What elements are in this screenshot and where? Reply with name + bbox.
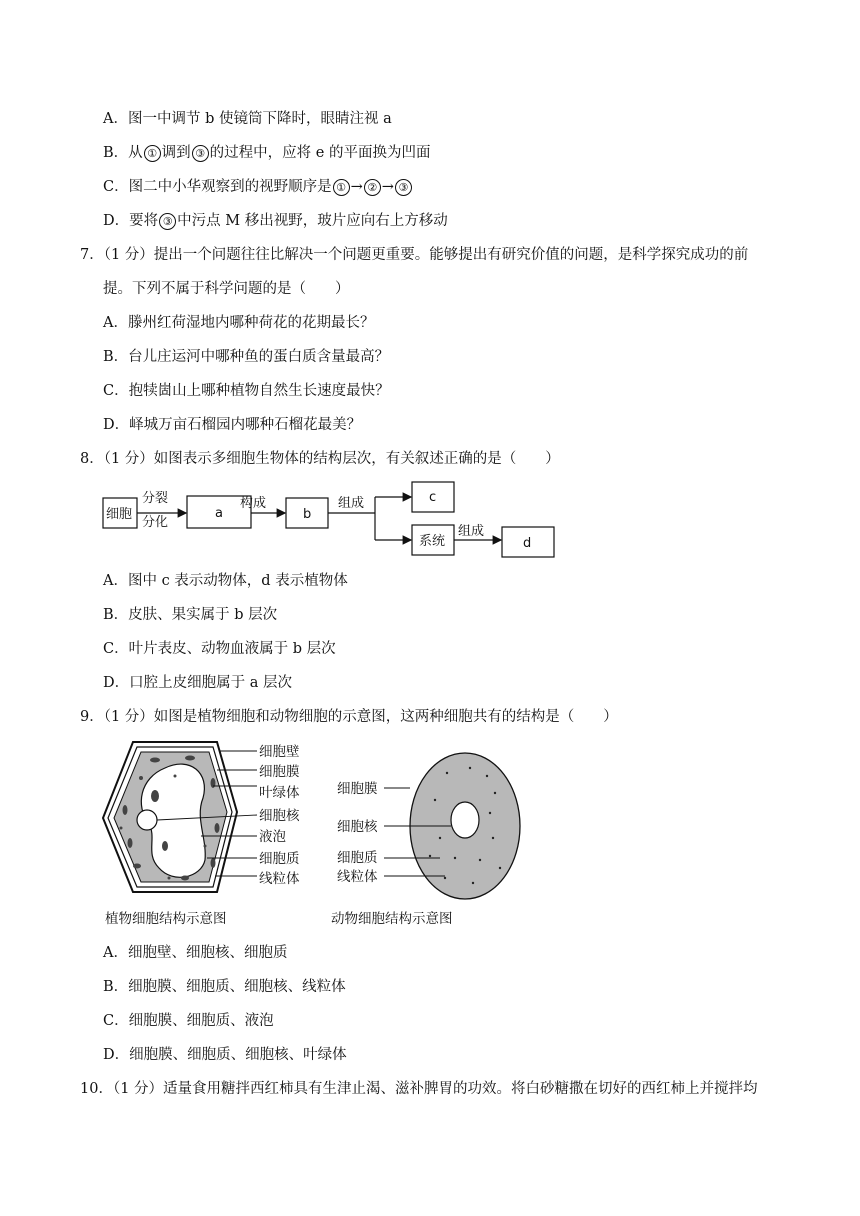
label-b: b <box>303 507 312 522</box>
q6-d-text: 中污点 M 移出视野，玻片应向右上方移动 <box>177 213 448 229</box>
label-divide: 分裂 <box>142 491 169 506</box>
q7-stem-cont: 提。下列不属于科学问题的是（ ） <box>103 281 350 297</box>
animal-caption: 动物细胞结构示意图 <box>331 911 453 927</box>
q8-option-a: A．图中 c 表示动物体，d 表示植物体 <box>103 573 348 589</box>
animal-label-membrane: 细胞膜 <box>337 781 378 797</box>
label-differentiate: 分化 <box>142 515 169 530</box>
plant-label-wall: 细胞壁 <box>259 744 300 760</box>
circled-3: ③ <box>159 213 176 230</box>
q6-option-b <box>103 143 430 163</box>
q6-option-a: A．图一中调节 b 使镜筒下降时，眼睛注视 a <box>103 111 392 127</box>
arrow: → <box>381 179 394 195</box>
label-compose-2: 组成 <box>338 496 365 511</box>
q7-option-b: B．台儿庄运河中哪种鱼的蛋白质含量最高？ <box>103 349 390 365</box>
q7-option-c: C．抱犊崮山上哪种植物自然生长速度最快？ <box>103 383 390 399</box>
plant-label-cytoplasm: 细胞质 <box>259 851 300 867</box>
plant-label-nucleus: 细胞核 <box>259 808 300 824</box>
plant-label-chloroplast: 叶绿体 <box>259 785 300 801</box>
circled-1: ① <box>333 179 350 196</box>
label-a: a <box>215 506 223 521</box>
label-cell: 细胞 <box>106 507 133 522</box>
label-d: d <box>523 536 532 551</box>
q7-option-d: D．峄城万亩石榴园内哪种石榴花最美？ <box>103 417 362 433</box>
q6-option-d <box>103 211 448 231</box>
q9-option-c: C．细胞膜、细胞质、液泡 <box>103 1013 274 1029</box>
plant-caption: 植物细胞结构示意图 <box>105 911 227 927</box>
label-compose-1: 构成 <box>240 496 267 511</box>
q9-option-d: D．细胞膜、细胞质、细胞核、叶绿体 <box>103 1047 347 1063</box>
q8-option-c: C．叶片表皮、动物血液属于 b 层次 <box>103 641 336 657</box>
q6-c-text: C．图二中小华观察到的视野顺序是 <box>103 179 332 195</box>
circled-1: ① <box>144 145 161 162</box>
q6-b-text: 调到 <box>161 145 191 161</box>
q6-option-c <box>103 177 413 197</box>
q6-b-text: B．从 <box>103 145 143 161</box>
label-compose-3: 组成 <box>458 524 485 539</box>
q9-option-a: A．细胞壁、细胞核、细胞质 <box>103 945 288 961</box>
plant-label-membrane: 细胞膜 <box>259 764 300 780</box>
animal-label-nucleus: 细胞核 <box>337 819 378 835</box>
q7-stem: 7．（1 分）提出一个问题往往比解决一个问题更重要。能够提出有研究价值的问题，是科学探究成功的前 <box>80 247 749 263</box>
label-c: c <box>429 490 437 505</box>
plant-label-mitochondria: 线粒体 <box>259 871 300 887</box>
q6-d-text: D．要将 <box>103 213 159 229</box>
animal-label-cytoplasm: 细胞质 <box>337 850 378 866</box>
q7-option-a: A．滕州红荷湿地内哪种荷花的花期最长？ <box>103 315 375 331</box>
q8-option-d: D．口腔上皮细胞属于 a 层次 <box>103 675 292 691</box>
q9-option-b: B．细胞膜、细胞质、细胞核、线粒体 <box>103 979 346 995</box>
q8-option-b: B．皮肤、果实属于 b 层次 <box>103 607 278 623</box>
q10-stem: 10．（1 分）适量食用糖拌西红柿具有生津止渴、滋补脾胃的功效。将白砂糖撒在切好的西红柿上并搅拌均 <box>80 1081 758 1097</box>
q9-stem: 9．（1 分）如图是植物细胞和动物细胞的示意图，这两种细胞共有的结构是（ ） <box>80 709 618 725</box>
cell-diagram <box>95 738 535 933</box>
q8-stem: 8．（1 分）如图表示多细胞生物体的结构层次，有关叙述正确的是（ ） <box>80 451 560 467</box>
q6-b-text: 的过程中，应将 e 的平面换为凹面 <box>209 145 431 161</box>
structure-hierarchy-diagram <box>100 478 560 560</box>
circled-3: ③ <box>192 145 209 162</box>
label-system: 系统 <box>419 534 446 549</box>
circled-3: ③ <box>395 179 412 196</box>
plant-label-vacuole: 液泡 <box>259 829 286 845</box>
circled-2: ② <box>364 179 381 196</box>
arrow: → <box>350 179 363 195</box>
animal-label-mitochondria: 线粒体 <box>337 869 378 885</box>
